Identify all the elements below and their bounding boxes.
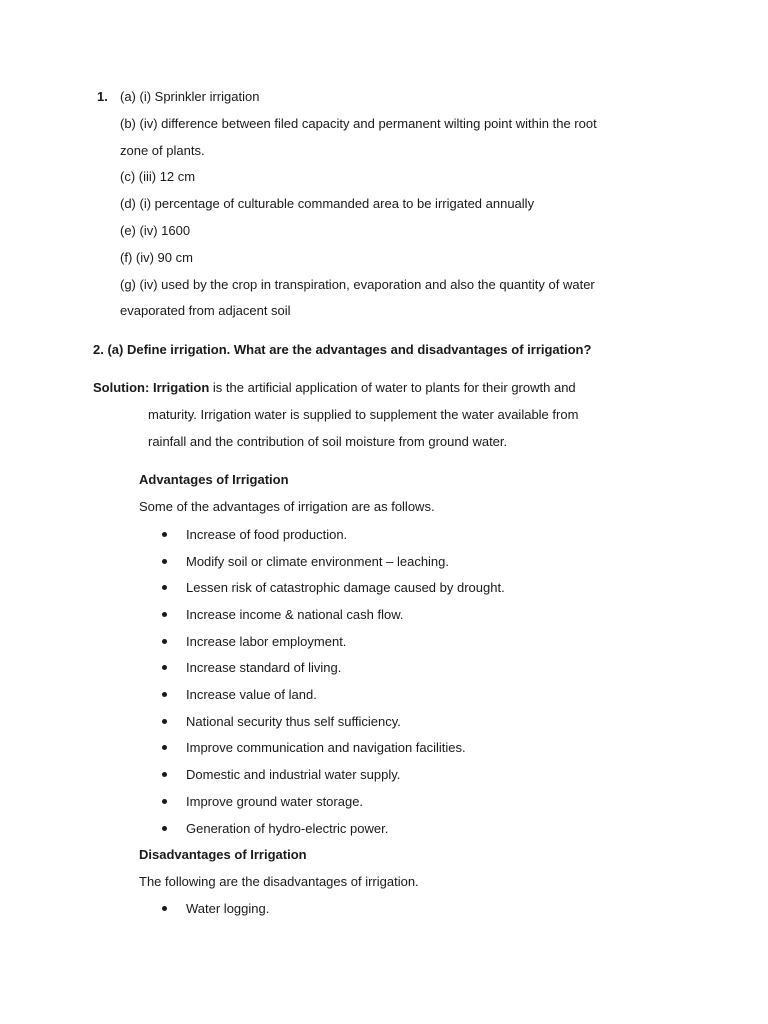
bullet-icon: [162, 826, 167, 831]
bullet-icon: [162, 692, 167, 697]
answer-f: (f) (iv) 90 cm: [120, 250, 193, 265]
list-item: Increase standard of living.: [186, 660, 342, 675]
bullet-icon: [162, 906, 167, 911]
bullet-icon: [162, 532, 167, 537]
list-item: Improve ground water storage.: [186, 794, 364, 809]
bullet-icon: [162, 559, 167, 564]
list-item: Generation of hydro-electric power.: [186, 821, 389, 836]
answer-e: (e) (iv) 1600: [120, 223, 191, 238]
solution-line1: [93, 380, 576, 396]
disadvantages-intro: The following are the disadvantages of irrigation.: [139, 874, 419, 889]
bullet-icon: [162, 612, 167, 617]
list-item: Lessen risk of catastrophic damage caused by drought.: [186, 580, 505, 595]
list-item: Water logging.: [186, 901, 270, 916]
solution-label: Solution:: [93, 380, 150, 395]
answer-b-line2: zone of plants.: [120, 143, 205, 158]
bullet-icon: [162, 799, 167, 804]
bullet-icon: [162, 639, 167, 644]
list-item: Increase of food production.: [186, 527, 348, 542]
list-item: Domestic and industrial water supply.: [186, 767, 401, 782]
answer-d: (d) (i) percentage of culturable commanded area to be irrigated annually: [120, 196, 535, 211]
bullet-icon: [162, 585, 167, 590]
question-number: 1.: [97, 89, 108, 104]
list-item: Improve communication and navigation facilities.: [186, 740, 466, 755]
solution-line1-text: is the artificial application of water to plants for their growth and: [209, 380, 576, 395]
list-item: Increase income & national cash flow.: [186, 607, 404, 622]
advantages-heading: Advantages of Irrigation: [139, 472, 289, 487]
disadvantages-heading: Disadvantages of Irrigation: [139, 847, 307, 862]
solution-line2: maturity. Irrigation water is supplied to supplement the water available from: [148, 407, 579, 422]
answer-c: (c) (iii) 12 cm: [120, 169, 196, 184]
answer-g-line2: evaporated from adjacent soil: [120, 303, 291, 318]
list-item: Increase value of land.: [186, 687, 317, 702]
list-item: Modify soil or climate environment – leaching.: [186, 554, 450, 569]
answer-g-line1: (g) (iv) used by the crop in transpiration, evaporation and also the quantity of water: [120, 277, 595, 292]
list-item: National security thus self sufficiency.: [186, 714, 401, 729]
bullet-icon: [162, 665, 167, 670]
solution-line3: rainfall and the contribution of soil moisture from ground water.: [148, 434, 508, 449]
answer-a: (a) (i) Sprinkler irrigation: [120, 89, 260, 104]
bullet-icon: [162, 719, 167, 724]
list-item: Increase labor employment.: [186, 634, 347, 649]
bullet-icon: [162, 772, 167, 777]
answer-b-line1: (b) (iv) difference between filed capacity and permanent wilting point within the root: [120, 116, 597, 131]
question-heading: 2. (a) Define irrigation. What are the advantages and disadvantages of irrigation?: [93, 342, 592, 357]
solution-term: Irrigation: [152, 380, 210, 395]
advantages-intro: Some of the advantages of irrigation are as follows.: [139, 499, 435, 514]
bullet-icon: [162, 745, 167, 750]
